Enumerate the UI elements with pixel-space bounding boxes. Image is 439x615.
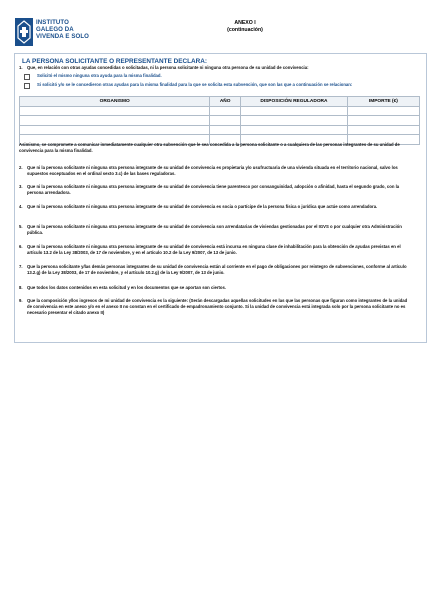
item-text: Que todos los datos contenidos en esta solicitud y en los documentos que se aportan son ciertos.	[27, 285, 227, 290]
commitment-paragraph: Asimismo, se compromete a comunicar inmediatamente cualquier otra subvención que le sea concedida a la persona solicitante o a cualquiera de las personas integrantes de su unidad de convivencia para la misma finalidad.	[19, 142, 400, 153]
item-text: Que, en relación con otras ayudas concedidas o solicitadas, ni la persona solicitante ni ninguna otra persona de su unidad de convivencia:	[27, 65, 309, 70]
item-number: 7.	[19, 264, 23, 269]
importe-cell[interactable]	[347, 116, 419, 125]
option-no-other-aid-checkbox[interactable]	[24, 74, 30, 80]
declaration-item-8	[19, 285, 412, 291]
logo-line: GALEGO DA	[36, 26, 74, 33]
ano-cell[interactable]	[210, 125, 241, 134]
logo-emblem-icon	[15, 18, 33, 46]
item-text: Que ni la persona solicitante ni ninguna otra persona integrante de su unidad de convivencia es socia o partícipe de la persona física o jurídica que actúe como arrendadora.	[27, 204, 378, 209]
declaration-item-6	[19, 244, 412, 256]
declaration-item-5	[19, 224, 412, 236]
ano-cell[interactable]	[210, 107, 241, 116]
annex-continuation: (continuación)	[227, 27, 263, 33]
item-number: 2.	[19, 165, 23, 170]
option-other-aid-checkbox[interactable]	[24, 83, 30, 89]
option-no-other-aid-label: Solicitó el mismo ninguna otra ayuda para la misma finalidad.	[37, 73, 162, 78]
option-other-aid-label: Si solicitó y/o se le concedieron otras ayudas para la misma finalidad para la que se solicita esta subvención, que son las que a continuación se relacionan:	[37, 82, 353, 87]
table-row	[20, 116, 420, 125]
logo-line: INSTITUTO	[36, 19, 69, 26]
item-text: Que la persona solicitante y/las demás personas integrantes de su unidad de convivencia están al corriente en el pago de obligaciones por reintegro de subvenciones, conforme al artículo 13.2.g) de la Ley 38/2003, de 17 de noviembre, y el artículo 10.2.g) de la Ley 9/2007, de 13 de junio.	[27, 264, 407, 275]
item-text: Que ni la persona solicitante ni ninguna otra persona integrante de su unidad de convivencia está incursa en ninguna clase de inhabilitación para la obtención de ayudas previstas en el artículo 13.2 de la Ley 38/2003, de 17 de noviembre, y en el artículo 10.2 de la Ley 9/2007, de 13 de junio.	[27, 244, 401, 255]
item-number: 5.	[19, 224, 23, 229]
declaration-item-9	[19, 298, 412, 316]
table-header-row	[20, 97, 420, 107]
declaration-item-4	[19, 204, 412, 210]
item-number: 8.	[19, 285, 23, 290]
logo-line: VIVENDA E SOLO	[36, 33, 89, 40]
annex-header	[195, 20, 295, 34]
importe-cell[interactable]	[347, 107, 419, 116]
column-header-importe: IMPORTE (€)	[347, 97, 419, 107]
item-number: 4.	[19, 204, 23, 209]
item-text: Que la composición y/los ingresos de mi unidad de convivencia es la siguiente: (Serán descargadas aquellas solicitudes en las que las personas que figuran como integrantes de la unidad de convivencia en este anexo y/o en el anexo II no constan en el certificado de empadronamiento conjunto. Si la unidad de convivencia está integrada solo por la persona solicitante no es necesario presentar el citado anexo II)	[27, 298, 408, 315]
section-title: LA PERSONA SOLICITANTE O REPRESENTANTE DECLARA:	[22, 58, 207, 65]
ano-cell[interactable]	[210, 116, 241, 125]
column-header-ano: AÑO	[210, 97, 241, 107]
other-aid-table	[19, 96, 420, 145]
organismo-cell[interactable]	[20, 125, 210, 134]
item-number: 6.	[19, 244, 23, 249]
item-text: Que ni la persona solicitante ni ninguna otra persona integrante de su unidad de convivencia es propietaria y/o usufructuaria de una vivienda situada en el territorio nacional, salvo los supuestos exceptuados en el ordinal sexto 3.c) de las bases reguladoras.	[27, 165, 398, 176]
item-number: 9.	[19, 298, 23, 303]
disposicion-cell[interactable]	[241, 116, 348, 125]
table-row	[20, 107, 420, 116]
column-header-disposicion: DISPOSICIÓN REGULADORA	[241, 97, 348, 107]
item-text: Que ni la persona solicitante ni ninguna otra persona integrante de su unidad de convivencia tiene parentesco por consanguinidad, adopción o afinidad, hasta el segundo grado, con la persona arrendadora.	[27, 184, 400, 195]
item-text: Que ni la persona solicitante ni ninguna otra persona integrante de su unidad de convivencia son arrendatarias de viviendas gestionadas por el IGVS o por cualquier otra Administración pública.	[27, 224, 402, 235]
declaration-item-1	[19, 65, 412, 71]
institution-logo	[15, 18, 125, 58]
disposicion-cell[interactable]	[241, 125, 348, 134]
annex-title: ANEXO I	[234, 20, 256, 26]
column-header-organismo: ORGANISMO	[20, 97, 210, 107]
declaration-item-7	[19, 264, 412, 276]
item-number: 3.	[19, 184, 23, 189]
importe-cell[interactable]	[347, 125, 419, 134]
organismo-cell[interactable]	[20, 107, 210, 116]
logo-text	[36, 19, 89, 40]
disposicion-cell[interactable]	[241, 107, 348, 116]
organismo-cell[interactable]	[20, 116, 210, 125]
declaration-item-3	[19, 184, 412, 196]
declaration-item-2	[19, 165, 412, 177]
table-row	[20, 125, 420, 134]
item-number: 1.	[19, 65, 23, 70]
